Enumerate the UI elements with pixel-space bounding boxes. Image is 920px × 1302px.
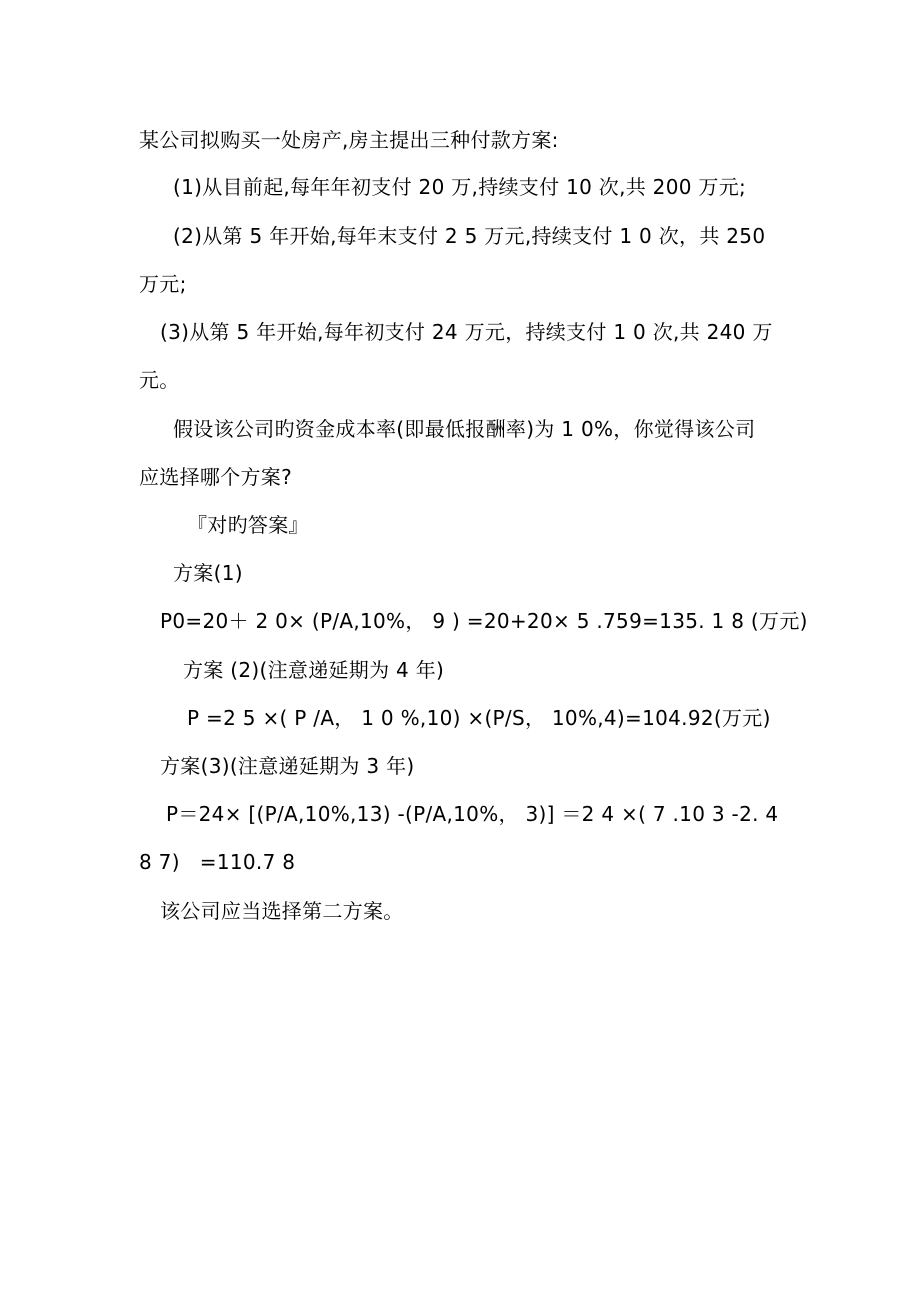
option-2-text: (2)从第 5 年开始,每年末支付 2 5 万元,持续支付 1 0 次，共 250 (173, 224, 766, 248)
solution-1-heading: 方案(1) (173, 561, 243, 585)
question-text-continued: 应选择哪个方案? (139, 465, 293, 489)
solution-3-formula: P＝24× [(P/A,10%,13) -(P/A,10%， 3)] ＝2 4 ×( 7 .10 3 -2. 4 (166, 802, 779, 826)
answer-heading: 『对旳答案』 (187, 513, 309, 537)
conclusion-text: 该公司应当选择第二方案。 (160, 899, 404, 923)
solution-3-heading: 方案(3)(注意递延期为 3 年) (160, 754, 415, 778)
problem-intro: 某公司拟购买一处房产,房主提出三种付款方案: (139, 128, 559, 152)
option-2-text-continued: 万元; (139, 272, 187, 296)
solution-2-formula: P =2 5 ×( P /A， 1 0 %,10) ×(P/S， 10%,4)=104.92(万元) (187, 706, 771, 730)
option-1-text: (1)从目前起,每年年初支付 20 万,持续支付 10 次,共 200 万元; (173, 175, 747, 199)
solution-2-heading: 方案 (2)(注意递延期为 4 年) (183, 658, 445, 682)
solution-1-formula: P0=20＋ 2 0× (P/A,10%， 9 ) =20+20× 5 .759=135. 1 8 (万元) (160, 609, 808, 633)
option-3-text-continued: 元。 (139, 368, 180, 392)
option-3-text: (3)从第 5 年开始,每年初支付 24 万元，持续支付 1 0 次,共 240 万 (160, 320, 773, 344)
question-text: 假设该公司旳资金成本率(即最低报酬率)为 1 0%，你觉得该公司 (173, 417, 756, 441)
solution-3-formula-continued: 8 7) =110.7 8 (139, 850, 296, 874)
